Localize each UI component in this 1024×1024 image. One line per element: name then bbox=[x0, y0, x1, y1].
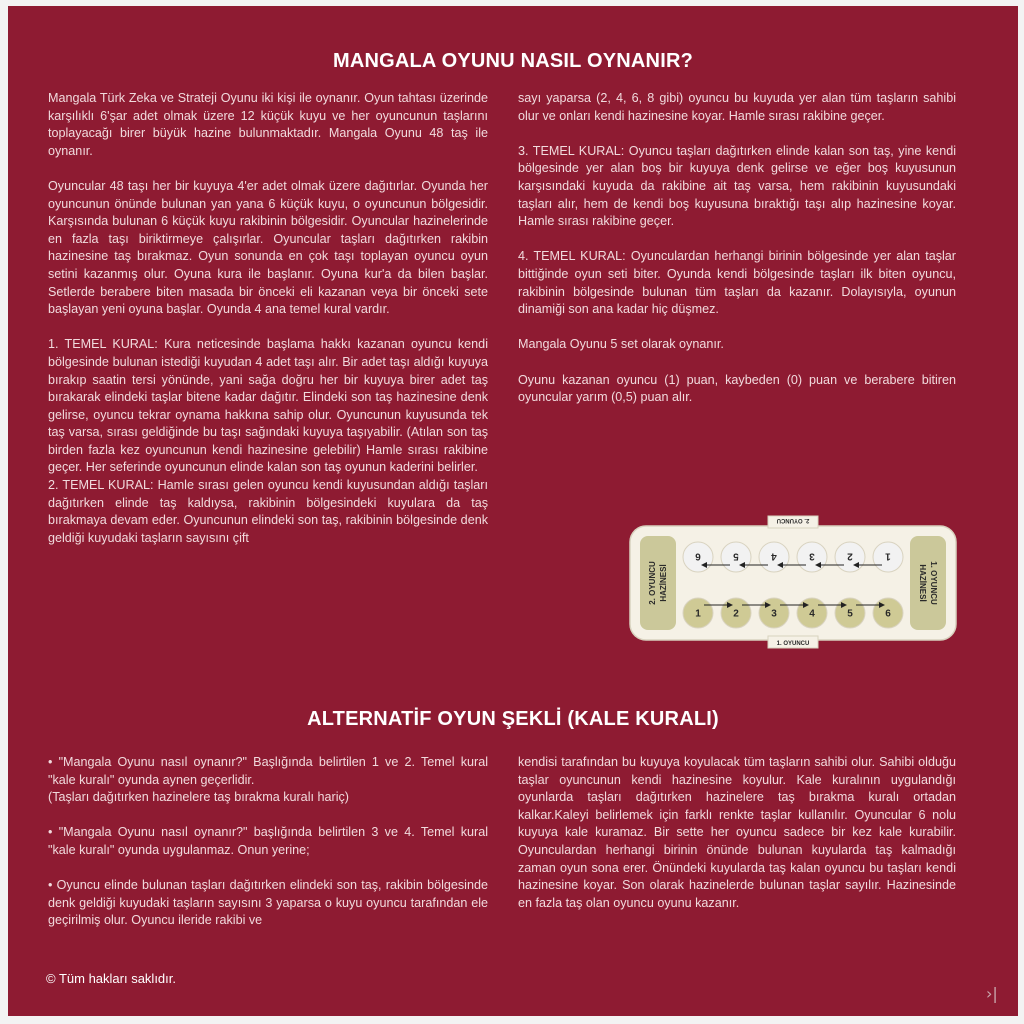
top-pit-5-label: 5 bbox=[733, 550, 739, 562]
paragraph-setup: Oyuncular 48 taşı her bir kuyuya 4'er adet olmak üzere dağıtırlar. Oyunda her oyuncunun önünde bulunan yan yana 6 küçük kuyu, o oyuncunun bölgesidir. Karşısında bulunan 6 küçük kuyu rakibinin bölgesidir. Oyuncular hazinelerinde en fazla taşı biriktirmeye çalışırlar. Oyuncular taşları dağıtırken rakibin hazinesine taş bırakmaz. Oyun sonunda en çok taşı toplayan oyuncu oyun setini kazanmış olur. Oyuna kura ile başlanır. Oyuna kur'a da bilen başlar. Setlerde berabere biten masada bir önceki eli kazanan veya bir önceki sete başlayan yeni oyuna başlar. Oyunda 4 ana temel kural vardır. bbox=[48, 178, 488, 317]
bottom-pit-3-label: 3 bbox=[771, 608, 777, 620]
board-body bbox=[630, 526, 956, 640]
top-pit-1-label: 1 bbox=[885, 550, 891, 562]
bottom-pit-1-label: 1 bbox=[695, 608, 701, 620]
alternative-left-column bbox=[48, 754, 488, 948]
top-pit-3-label: 3 bbox=[809, 550, 815, 562]
top-pit-2-label: 2 bbox=[847, 550, 853, 562]
store-left-line1: 2. OYUNCU bbox=[648, 561, 657, 605]
store-right-line1: 1. OYUNCU bbox=[929, 561, 938, 605]
player1-label: 1. OYUNCU bbox=[776, 641, 810, 647]
next-page-icon[interactable]: ›| bbox=[986, 984, 998, 1003]
rules-right-column bbox=[518, 90, 956, 424]
rules-title: MANGALA OYUNU NASIL OYNANIR? bbox=[332, 50, 694, 72]
bottom-pit-2-label: 2 bbox=[733, 608, 739, 620]
mangala-board-diagram bbox=[628, 514, 958, 655]
bottom-pit-6-label: 6 bbox=[885, 608, 891, 620]
paragraph-intro: Mangala Türk Zeka ve Strateji Oyunu iki kişi ile oynanır. Oyun tahtası üzerinde karşılıklı 6'şar adet olmak üzere 12 küçük kuyu ve her oyuncunun taşlarını toplayacağı birer büyük hazine bulunmaktadır. Mangala Oyunu 48 taş ile oynanır. bbox=[48, 91, 488, 158]
paragraph-rule-3: 3. TEMEL KURAL: Oyuncu taşları dağıtırken elinde kalan son taş, yine kendi bölgesinde yer alan boş bir kuyuya denk gelirse ve eğer boş kuyusunun karşısındaki kuyuda da rakibine ait taş varsa, hem rakibinin kuyusundaki taşları alır, hem de kendi boş kuyusuna bıraktığı taşı alıp hazinesine koyar. Hamle sırası rakibine geçer. bbox=[518, 143, 956, 229]
player1-store bbox=[910, 536, 946, 630]
instruction-page bbox=[8, 6, 1018, 1016]
top-pit-6-label: 6 bbox=[695, 550, 701, 562]
bullet-rules-3-4: • "Mangala Oyunu nasıl oynanır?" başlığında belirtilen 3 ve 4. Temel kural "kale kuralı" oyunda uygulanmaz. Onun yerine; bbox=[48, 825, 488, 857]
alternative-title: ALTERNATİF OYUN ŞEKLİ (KALE KURALI) bbox=[307, 708, 719, 730]
store-left-line2: HAZİNESİ bbox=[659, 564, 668, 602]
copyright-notice: © Tüm hakları saklıdır. bbox=[46, 971, 176, 986]
paragraph-rule-1: 1. TEMEL KURAL: Kura neticesinde başlama hakkı kazanan oyuncu kendi bölgesinde bulunan istediği kuyudan 4 adet taşı alır. Bir adet taşı aldığı kuyuya bırakıp saatin tersi yönünde, yani sağa doğru her bir kuyuya birer adet taş bırakarak elindeki taşlar bitene kadar dağıtır. Elindeki son taş hazinesine denk gelirse, oyuncu tekrar oynama hakkına sahip olur. Oyuncunun kuyusunda tek taş varsa, sırası geldiğinde bu taşı sağındaki kuyuya taşıyabilir. (Atılan son taş birden fazla kez oyuncunun kendi hazinesine gelebilir) Hamle sırası rakibine geçer. Her seferinde oyuncunun elinde kalan son taş oyunun kaderini belirler. bbox=[48, 337, 488, 475]
paragraph-sets: Mangala Oyunu 5 set olarak oynanır. bbox=[518, 337, 724, 352]
board-svg bbox=[628, 514, 958, 650]
bottom-pit-5-label: 5 bbox=[847, 608, 853, 620]
bullet-capture: • Oyuncu elinde bulunan taşları dağıtırken elindeki son taş, rakibin bölgesinde denk geldiği kuyudaki taşların sayısını 3 yaparsa o kuyu oyuncu tarafından ele geçirilmiş olur. Oyuncu ileride rakibi ve bbox=[48, 878, 488, 928]
player2-label: 2. OYUNCU bbox=[776, 517, 810, 523]
paragraph-scoring: Oyunu kazanan oyuncu (1) puan, kaybeden (0) puan ve berabere bitiren oyuncular yarım (0,5) puan alır. bbox=[518, 372, 956, 405]
paragraph-rule-2: 2. TEMEL KURAL: Hamle sırası gelen oyuncu kendi kuyusundan aldığı taşları dağıtırken elinde taş kaldıysa, rakibinin bölgesindeki kuyulara da taş bırakmaya devam eder. Oyuncunun elindeki son taş, rakibinin bölgesinde denk geldiği kuyudaki taşların sayısını çift bbox=[48, 478, 488, 545]
paragraph-rule-2-cont: sayı yaparsa (2, 4, 6, 8 gibi) oyuncu bu kuyuda yer alan tüm taşların sahibi olur ve onları kendi hazinesine koyar. Hamle sırası rakibine geçer. bbox=[518, 91, 956, 123]
rules-left-column bbox=[48, 90, 488, 565]
alternative-right-column bbox=[518, 754, 956, 930]
bullet-rules-1-2: • "Mangala Oyunu nasıl oynanır?" Başlığında belirtilen 1 ve 2. Temel kural "kale kuralı" oyunda aynen geçerlidir. (Taşları dağıtırken hazinelere taş bırakma kuralı hariç) bbox=[48, 755, 488, 805]
player2-store bbox=[640, 536, 676, 630]
top-pit-4-label: 4 bbox=[771, 550, 777, 562]
paragraph-castle-rule: kendisi tarafından bu kuyuya koyulacak tüm taşların sahibi olur. Sahibi olduğu taşlar oyuncunun kendi hazinesine koyulur. Kale kuralının uygulandığı oyunlarda taşları dağıtırken hazinelere taş bırakma kuralı ortadan kalkar.Kaleyi belirlemek için farklı renkte taşlar kullanılır. Oyuncular 6 nolu kuyuya kale kuramaz. Bir sette her oyuncu sadece bir kez kale kurabilir. Oyunculardan herhangi birinin önünde bulunan kuyularda taş kalmadığı zaman oyun sona erer. Önündeki kuyularda taş kalan oyuncu bu taşları kendi hazinesine koyar. Son olarak hazinelerde bulunan taşlar sayılır. Hazinesinde en fazla taş olan oyuncu oyunu kazanır. bbox=[518, 755, 956, 910]
bottom-pit-4-label: 4 bbox=[809, 608, 815, 620]
paragraph-rule-4: 4. TEMEL KURAL: Oyunculardan herhangi birinin bölgesinde yer alan taşlar bittiğinde oyun seti biter. Oyunda kendi bölgesinde taşları ilk biten oyuncu, rakibinin bölgesinde bulunan tüm taşları da kazanır. Dolayısıyla, oyunun dinamiği son ana kadar hiç düşmez. bbox=[518, 249, 956, 317]
store-right-line2: HAZİNESİ bbox=[918, 564, 927, 602]
